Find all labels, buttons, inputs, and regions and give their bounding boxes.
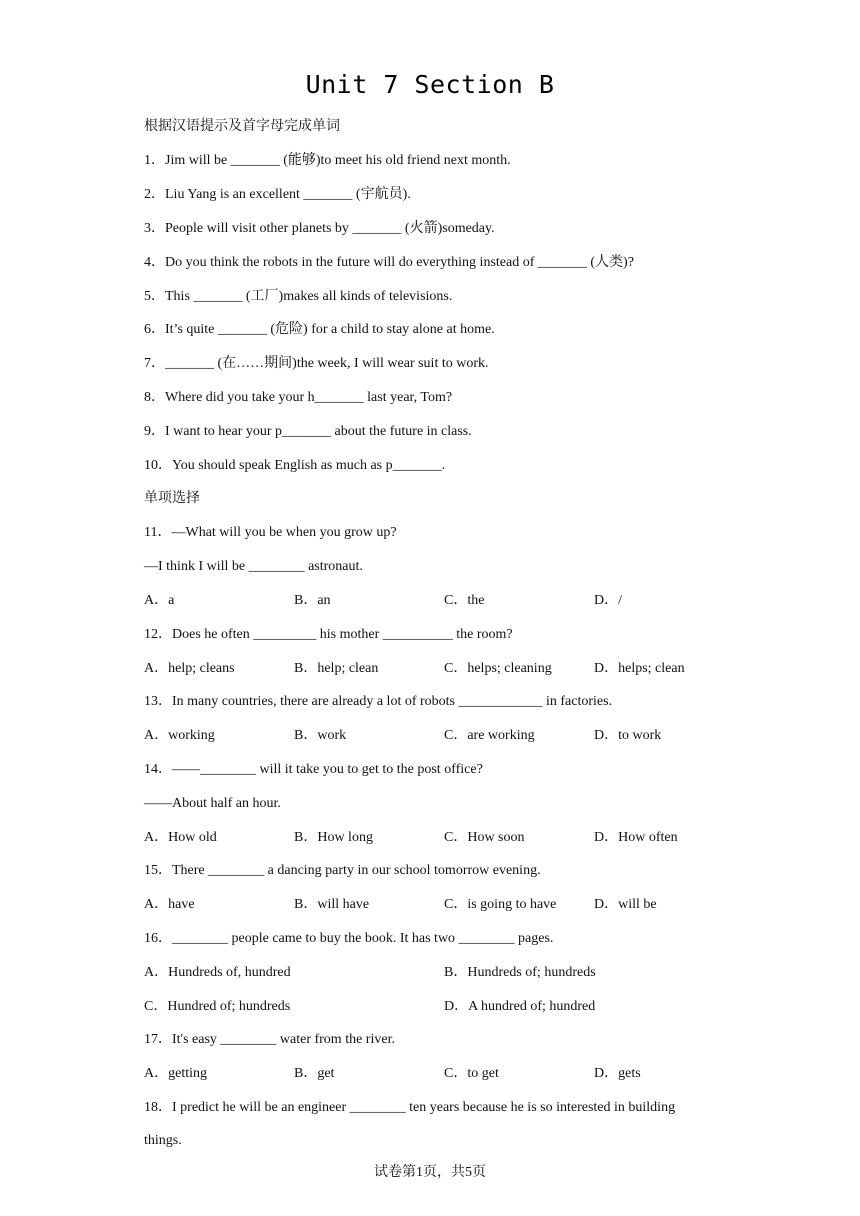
option-c[interactable]: C．the <box>444 593 485 608</box>
option-c[interactable]: C．is going to have <box>444 897 557 912</box>
question-3: 3．People will visit other planets by _______ (火箭)someday. <box>144 221 495 236</box>
option-d[interactable]: D．will be <box>594 897 657 912</box>
section-heading-multiple-choice: 单项选择 <box>144 491 200 506</box>
question-12-stem: 12．Does he often _________ his mother __________ the room? <box>144 627 513 642</box>
option-d[interactable]: D．helps; clean <box>594 661 685 676</box>
question-15-options <box>144 896 744 914</box>
option-c[interactable]: C．Hundred of; hundreds <box>144 999 291 1014</box>
option-d[interactable]: D．/ <box>594 593 622 608</box>
question-1: 1．Jim will be _______ (能够)to meet his old friend next month. <box>144 153 511 168</box>
question-14-stem-line2: ——About half an hour. <box>144 796 281 811</box>
option-a[interactable]: A．a <box>144 593 175 608</box>
page-footer: 试卷第1页，共5页 <box>374 1165 486 1180</box>
option-b[interactable]: B．How long <box>294 830 373 845</box>
option-a[interactable]: A．working <box>144 728 215 743</box>
question-11-stem-line2: —I think I will be ________ astronaut. <box>144 559 363 574</box>
option-c[interactable]: C．helps; cleaning <box>444 661 552 676</box>
option-a[interactable]: A．Hundreds of, hundred <box>144 965 291 980</box>
question-6: 6．It’s quite _______ (危险) for a child to stay alone at home. <box>144 322 495 337</box>
question-13-stem: 13．In many countries, there are already a lot of robots ____________ in factories. <box>144 694 613 709</box>
option-a[interactable]: A．have <box>144 897 195 912</box>
question-13-options <box>144 727 744 745</box>
question-5: 5．This _______ (工厂)makes all kinds of televisions. <box>144 289 453 304</box>
option-d[interactable]: D．A hundred of; hundred <box>444 999 596 1014</box>
question-16-stem: 16．________ people came to buy the book. It has two ________ pages. <box>144 931 554 946</box>
option-b[interactable]: B．get <box>294 1066 335 1081</box>
question-10: 10．You should speak English as much as p_______. <box>144 458 446 473</box>
question-12-options <box>144 660 744 678</box>
question-18-stem: 18．I predict he will be an engineer ________ ten years because he is so interested in building <box>144 1100 676 1115</box>
question-11-options <box>144 592 744 610</box>
option-b[interactable]: B．work <box>294 728 347 743</box>
option-b[interactable]: B．Hundreds of; hundreds <box>444 965 596 980</box>
question-14-options <box>144 829 744 847</box>
question-17-options <box>144 1065 744 1083</box>
section-heading-fill-in: 根据汉语提示及首字母完成单词 <box>144 119 340 134</box>
question-17-stem: 17．It's easy ________ water from the river. <box>144 1032 395 1047</box>
option-c[interactable]: C．are working <box>444 728 535 743</box>
question-11-stem: 11．—What will you be when you grow up? <box>144 525 397 540</box>
question-14-stem: 14．——________ will it take you to get to the post office? <box>144 762 483 777</box>
option-d[interactable]: D．gets <box>594 1066 641 1081</box>
option-a[interactable]: A．How old <box>144 830 217 845</box>
question-15-stem: 15．There ________ a dancing party in our school tomorrow evening. <box>144 863 541 878</box>
option-d[interactable]: D．to work <box>594 728 662 743</box>
option-c[interactable]: C．to get <box>444 1066 499 1081</box>
option-d[interactable]: D．How often <box>594 830 678 845</box>
option-c[interactable]: C．How soon <box>444 830 525 845</box>
question-9: 9．I want to hear your p_______ about the future in class. <box>144 424 472 439</box>
question-8: 8．Where did you take your h_______ last year, Tom? <box>144 390 453 405</box>
option-b[interactable]: B．will have <box>294 897 370 912</box>
question-4: 4．Do you think the robots in the future will do everything instead of _______ (人类)? <box>144 255 634 270</box>
option-a[interactable]: A．getting <box>144 1066 207 1081</box>
option-b[interactable]: B．an <box>294 593 331 608</box>
question-16-options-row2 <box>144 998 744 1016</box>
option-a[interactable]: A．help; cleans <box>144 661 235 676</box>
question-2: 2．Liu Yang is an excellent _______ (宇航员). <box>144 187 411 202</box>
question-16-options-row1 <box>144 964 744 982</box>
question-18-stem-line2: things. <box>144 1133 182 1148</box>
question-7: 7．_______ (在……期间)the week, I will wear suit to work. <box>144 356 489 371</box>
option-b[interactable]: B．help; clean <box>294 661 379 676</box>
page-title: Unit 7 Section B <box>305 70 555 99</box>
